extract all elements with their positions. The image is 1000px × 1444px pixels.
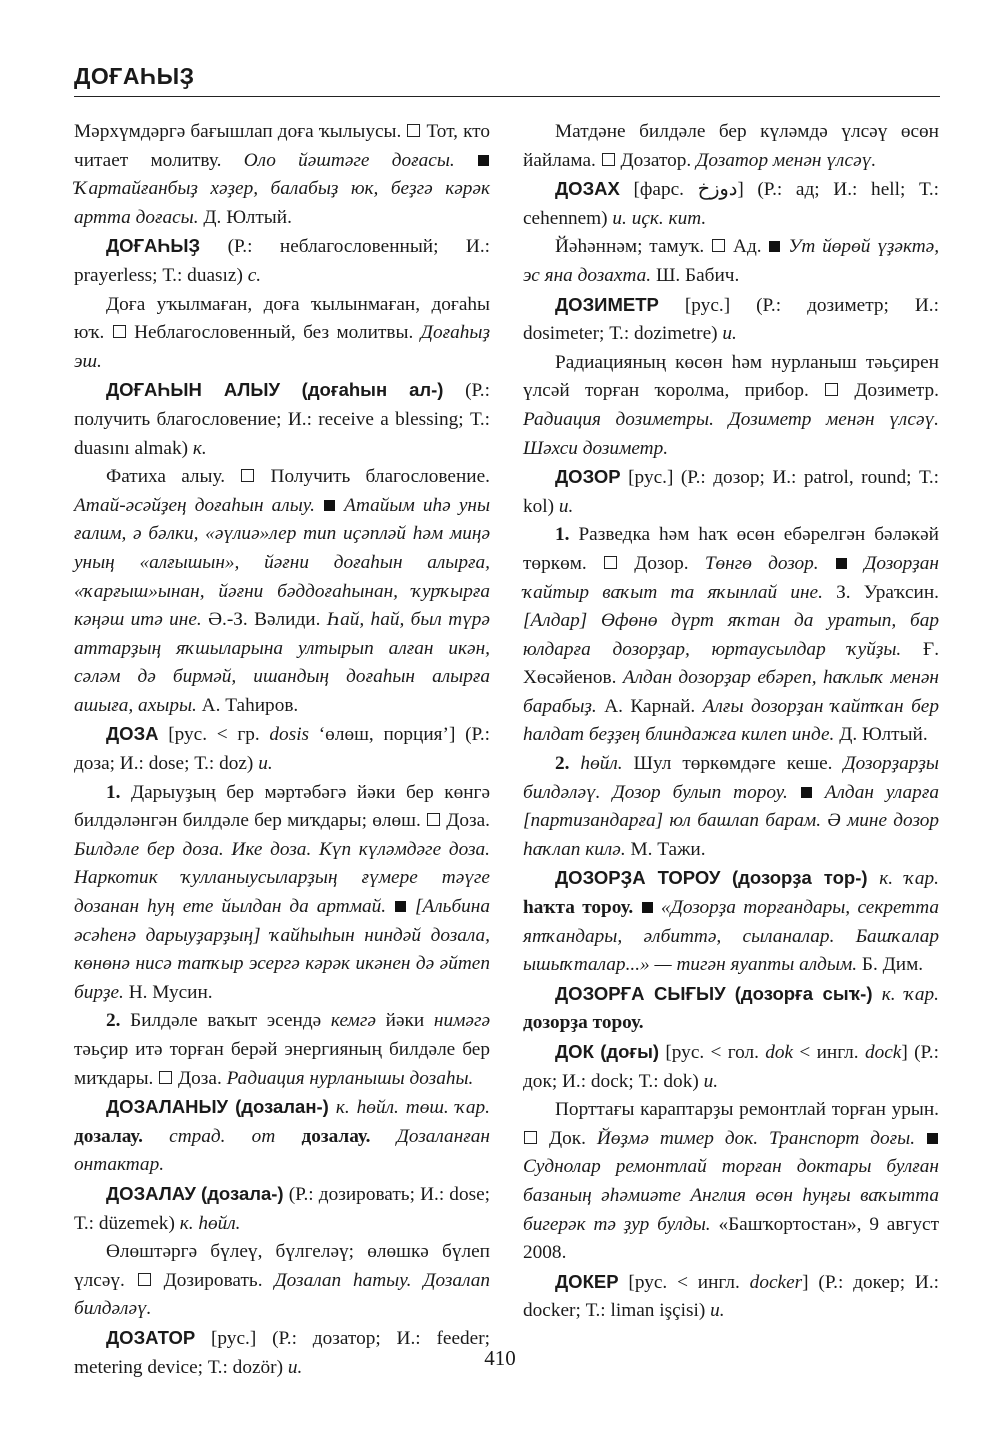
headword: ДОҒАҺЫҘ [106, 235, 201, 257]
quotation-marker-icon [927, 1133, 938, 1144]
quotation-author: А. Карнай. [604, 695, 696, 717]
russian-translation-marker-icon [427, 813, 440, 826]
quotation: «Дозорҙа торғандары, секретта ятҡандары, әлбиттә, сыланалар. Башҡалар ышыҡталар...» — тигән яуапты алдым. [523, 897, 940, 976]
quotation-marker-icon [642, 902, 653, 913]
russian-translation: Доза. [178, 1067, 222, 1089]
usage-example: Дозаланған онтактар. [74, 1125, 490, 1176]
entry-header [523, 980, 939, 1038]
translations: ‘өлөш, порция’] (Р.: доза; И.: dose; Т.: doz) [74, 724, 490, 775]
definition-text: йәки [385, 1010, 425, 1032]
russian-translation-marker-icon [825, 383, 838, 396]
headword-stem: (дозорға сыҡ-) [734, 982, 873, 1004]
quotation-marker-icon [324, 500, 335, 511]
left-column [74, 118, 490, 1382]
quotation: Һай, һай, был түрә аттарҙың яҡшыларына ултырып алған икән, сәләм дә бирмәй, ишандың доғаһын алырға ашыға, ахыры. [74, 609, 490, 716]
definition-text: Дарыуҙың бер мәртәбәгә йәки бер көнгә билдәләнгән билдәле бер миҡдары; өлөш. [74, 781, 490, 832]
russian-translation: Дозатор. [620, 149, 692, 171]
translations: (Р.: получить благословение; И.: receive a blessing; Т.: duasını almak) [74, 380, 490, 459]
translations: [рус.] (Р.: дозор; И.: patrol, round; Т.: kol) [523, 467, 939, 517]
quotation: Дозорҙан ҡайтыр ваҡыт та яҡынлай ине. [523, 552, 939, 603]
entry-header [523, 1268, 939, 1326]
entry-definition [74, 1238, 490, 1324]
quotation-author: Н. Мусин. [128, 981, 213, 1003]
russian-translation: Доза. [446, 810, 490, 832]
cross-reference: дозорҙа тороу. [523, 1012, 644, 1034]
headword-stem: (дозала-) [201, 1182, 284, 1204]
definition-text: Порттағы караптарҙы ремонтлай торған урын. [555, 1099, 939, 1121]
grammar-note: к. һөйл. төш. ҡар. [335, 1097, 490, 1119]
definition-text: Йәһәннәм; тамуҡ. [555, 236, 705, 258]
etymology: [рус. < гол. [665, 1042, 759, 1063]
translations: [фарс. دوزخ] (Р.: ад; И.: hell; Т.: cehennem) [523, 179, 939, 229]
translations: [рус.] (Р.: дозатор; И.: feeder; metering device; Т.: dozör) [74, 1327, 490, 1378]
translations: [рус.] (Р.: дозиметр; И.: dosimeter; Т.: dozimetre) [523, 294, 939, 345]
quotation: Ут йөрөй үҙәктә, эс яна дозахта. [523, 236, 940, 286]
part-of-speech: с. [247, 264, 262, 286]
definition-text: Матдәне билдәле бер күләмдә үлсәү өсөн йайлама. [523, 121, 939, 171]
etymology: [рус. < гр. [168, 724, 260, 746]
translations: ] (Р.: докер; И.: docker; Т.: liman işçisi) [523, 1271, 940, 1322]
usage-example: Атай-әсәйҙең доғаһын алыу. [74, 494, 315, 516]
usage-example: Төнгө дозор. [704, 552, 819, 574]
entry-definition [523, 233, 939, 290]
headword-stem: (доғы) [600, 1041, 660, 1062]
entry-definition [523, 1096, 939, 1268]
part-of-speech: и. [710, 1300, 725, 1322]
quotation: [Альбина әсәһенә дарыуҙарҙың] ҡайһыһын ниндәй дозала, көнөнә нисә тапҡыр эсергә кәрәк икәнен дә әйтеп бирҙе. [74, 896, 490, 1003]
usage-example: Дозорҙарҙы билдәләү. Дозор булып тороу. [523, 753, 939, 803]
etymology: < ингл. [799, 1042, 859, 1063]
quotation: Алғы дозорҙан ҡайтҡан бер һалдат беҙҙең блиндажға килеп инде. [523, 695, 939, 746]
grammar-note: һөйл. [580, 753, 623, 775]
quotation-marker-icon [836, 558, 847, 569]
definition-text: Разведка һәм һаҡ өсөн ебәрелгән бәләкәй төркөм. [523, 524, 939, 574]
etymon: dosis [269, 724, 310, 746]
quotation: Атайым иһә уны ғалим, ә бәлки, «әүлиә»лер тип иҫәпләй һәм миңә уның «алғышын», йәғни доғаһын алырға, «ҡарғыш»ынан, йәғни бәддоғаһынан, ҡурҡырға кәңәш итә ине. [74, 494, 490, 631]
russian-translation: Док. [548, 1127, 586, 1149]
header-rule [74, 96, 940, 97]
grammar-note: к. ҡар. [879, 868, 939, 890]
entry-header [74, 1180, 490, 1238]
russian-translation-marker-icon [159, 1071, 172, 1084]
headword: ДОЗАЛАУ [106, 1182, 196, 1204]
headword-stem: (доғаһын ал-) [301, 379, 444, 401]
sense-2 [523, 750, 939, 864]
sense-number: 1. [555, 524, 570, 546]
headword: ДОЗАТОР [106, 1326, 196, 1348]
quotation-author: З. Ураҡсин. [836, 581, 939, 603]
right-column [523, 118, 939, 1326]
headword: ДОЗАЛАНЫУ [106, 1096, 229, 1118]
quotation: Ҡартайғанбыҙ хәҙер, балабыҙ юк, беҙгә кәрәк артта доғасы. [74, 178, 490, 228]
russian-translation: Тот, кто читает молитву. [74, 121, 490, 171]
headword: ДОЗИМЕТР [555, 293, 659, 315]
etymon: dok [765, 1042, 794, 1063]
translations: ] (Р.: док; И.: dock; Т.: dok) [523, 1042, 939, 1092]
quotation-author: Д. Юлтый. [839, 724, 928, 746]
etymology: [рус. < ингл. [628, 1271, 740, 1293]
etymon: docker [749, 1271, 803, 1293]
headword: ДОҒАҺЫН АЛЫУ [106, 379, 281, 401]
headword: ДОК [555, 1041, 594, 1062]
entry-header [523, 1038, 939, 1096]
sense-1 [523, 521, 939, 750]
running-head: ДОҒАҺЫҘ [74, 63, 195, 89]
page-header [74, 62, 940, 90]
quotation-author: А. Таһиров. [201, 694, 299, 716]
sense-number: 1. [106, 781, 121, 803]
entry-header [74, 376, 490, 463]
definition-italic: кемгә [330, 1010, 376, 1032]
entry-header [74, 1093, 490, 1180]
part-of-speech: и. иҫк. кит. [612, 207, 707, 229]
entry-definition [74, 118, 490, 232]
definition-text: Өлөштәргә бүлеү, бүлгеләү; өлөшкә бүлеп үлсәү. [74, 1241, 490, 1291]
cross-reference: дозалау. [301, 1125, 371, 1147]
russian-translation-marker-icon [524, 1131, 537, 1144]
russian-translation: Ад. [733, 236, 762, 258]
entry-definition [523, 349, 939, 463]
quotation-author: М. Тажи. [630, 838, 706, 860]
sense-2 [74, 1007, 490, 1093]
definition-text: Радиацияның көсөн һәм нурланыш тәьҫирен үлсәй торған ҡоролма, прибор. [523, 351, 939, 402]
usage-example: Доғаһыҙ эш. [74, 322, 490, 372]
usage-example: Оло йәштәге доғасы. [243, 149, 455, 171]
entry-header [74, 720, 490, 778]
quotation-author: Ш. Бабич. [655, 264, 740, 286]
cross-reference: һаҡта тороу. [523, 897, 634, 919]
quotation-author: Ә.-З. Вәлиди. [208, 609, 321, 631]
part-of-speech: к. [192, 437, 207, 459]
entry-header [523, 291, 939, 349]
part-of-speech: к. һөйл. [179, 1212, 241, 1234]
russian-translation-marker-icon [138, 1273, 151, 1286]
cross-reference: дозалау. [74, 1125, 143, 1147]
headword: ДОЗОРҒА СЫҒЫУ [555, 982, 726, 1004]
russian-translation: Дозировать. [163, 1269, 263, 1291]
quotation: [Алдар] Өфөнө дүрт яҡтан да уратып, бар юлдарға дозорҙар, юртаусылдар ҡуйҙы. [523, 610, 939, 660]
headword: ДОЗОР [555, 466, 621, 488]
part-of-speech: и. [558, 495, 574, 517]
quotation-author: Б. Дим. [861, 954, 924, 976]
quotation-marker-icon [769, 241, 780, 252]
sense-number: 2. [555, 753, 570, 775]
grammar-note: к. ҡар. [881, 983, 939, 1005]
entry-header [74, 232, 490, 290]
definition-text: тәьҫир итә торған берәй энергияның билдәле бер миҡдары. [74, 1039, 490, 1089]
definition-text: Доға уҡылмаған, доға ҡылынмаған, доғаһы юҡ. [74, 293, 490, 344]
headword: ДОКЕР [555, 1270, 619, 1292]
russian-translation-marker-icon [712, 239, 725, 252]
part-of-speech: и. [722, 323, 737, 345]
russian-translation-marker-icon [407, 124, 420, 137]
usage-example: Радиация дозиметры. Дозиметр менән үлсәү. Шәхси дозиметр. [523, 408, 939, 459]
russian-translation-marker-icon [604, 556, 617, 569]
entry-definition [74, 463, 490, 720]
russian-translation-marker-icon [602, 153, 615, 166]
translations: (Р.: неблагословенный; И.: prayerless; Т.: duasız) [74, 236, 490, 286]
page-number: 410 [484, 1346, 516, 1370]
entry-definition [523, 118, 939, 175]
grammar-note: страд. от [169, 1125, 276, 1147]
headword: ДОЗОРҘА ТОРОУ [555, 867, 721, 889]
quotation-author: Ғ. Хөсәйенов. [523, 638, 940, 689]
quotation-source: «Башҡортостан», 9 август 2008. [523, 1213, 939, 1264]
headword: ДОЗАХ [555, 178, 620, 200]
quotation-marker-icon [395, 901, 406, 912]
headword-stem: (дозорҙа тор-) [732, 867, 868, 889]
part-of-speech: и. [258, 753, 273, 775]
russian-translation-marker-icon [241, 469, 254, 482]
etymon: dock [864, 1042, 902, 1063]
usage-example: Дозатор менән үлсәү. [696, 149, 877, 171]
quotation-marker-icon [801, 787, 812, 798]
russian-translation: Дозор. [634, 552, 689, 574]
definition-italic: нимәгә [433, 1010, 491, 1032]
usage-example: Билдәле бер доза. Ике доза. Күп күләмдәге доза. Наркотик ҡулланыусыларҙың ғүмере тәүге дозанан һуң ете йылдан да артмай. [74, 838, 490, 918]
entry-header [523, 175, 939, 233]
usage-example: Радиация нурланышы дозаһы. [226, 1067, 474, 1089]
usage-example: Дозалап һатыу. Дозалап билдәләү. [74, 1269, 490, 1320]
translations: (Р.: дозировать; И.: dose; Т.: düzemek) [74, 1183, 491, 1234]
entry-definition [74, 291, 490, 377]
russian-translation: Получить благословение. [270, 466, 490, 488]
quotation-marker-icon [478, 155, 489, 166]
definition-text: Фатиха алыу. [106, 466, 226, 488]
entry-header [523, 463, 939, 521]
russian-translation-marker-icon [113, 325, 126, 338]
usage-example: Йөҙмә тимер док. Транспорт доғы. [596, 1127, 916, 1149]
quotation: Алдан дозорҙар ебәреп, һаҡлыҡ менән барабыҙ. [523, 667, 939, 717]
russian-translation: Неблагословенный, без молитвы. [134, 322, 414, 344]
quotation-author: Д. Юлтый. [203, 206, 292, 228]
headword: ДОЗА [106, 723, 159, 745]
sense-number: 2. [106, 1010, 121, 1032]
definition-text: Мәрхүмдәргә бағышлап доға ҡылыусы. [74, 121, 402, 142]
headword-stem: (дозалан-) [235, 1096, 329, 1118]
definition-text: Шул төркөмдәге кеше. [633, 753, 833, 775]
part-of-speech: и. [287, 1356, 303, 1378]
quotation: Суднолар ремонтлай торған доктары булған базаның әһәмиәте Англия өсөн һуңғы ваҡытта бигерәк тә ҙур булды. [523, 1156, 939, 1235]
russian-translation: Дозиметр. [854, 380, 939, 402]
part-of-speech: и. [703, 1070, 719, 1092]
definition-text: Билдәле ваҡыт эсендә [130, 1010, 322, 1032]
sense-1 [74, 779, 490, 1008]
entry-header [523, 864, 939, 979]
quotation: Алдан уларға [партизандарға] юл башлап барам. Ә мине дозор һаҡлап килә. [523, 781, 939, 860]
